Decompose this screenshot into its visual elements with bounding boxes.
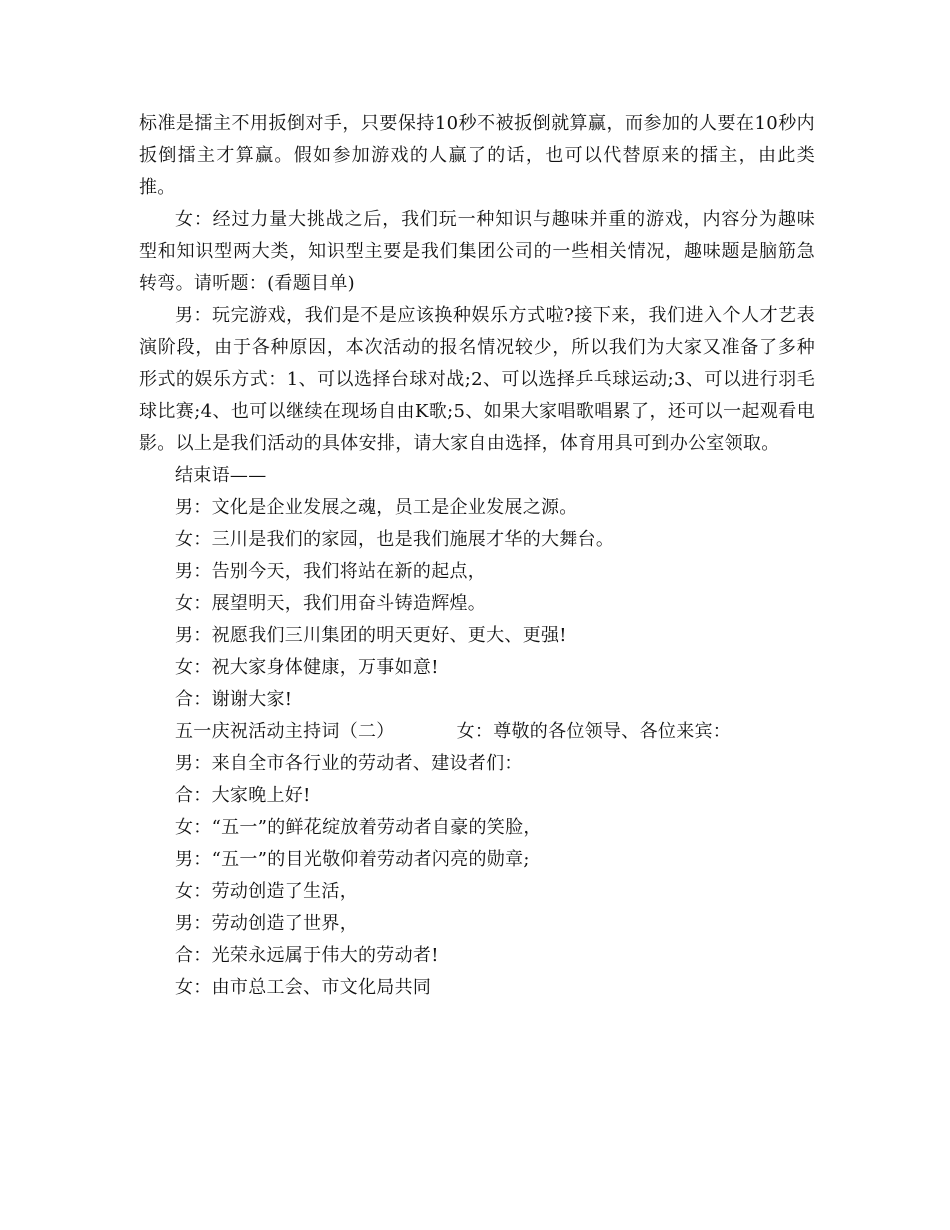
section-heading: 五一庆祝活动主持词（二）: [175, 721, 395, 742]
dialogue-line: 女：祝大家身体健康，万事如意!: [175, 657, 439, 678]
dialogue-line: 合：光荣永远属于伟大的劳动者!: [175, 945, 439, 966]
paragraph-entertainment: 男：玩完游戏，我们是不是应该换种娱乐方式啦?接下来，我们进入个人才艺表演阶段，由于各种原因，本次活动的报名情况较少，所以我们为大家又准备了多种形式的娱乐方式：1、可以选择台球对战;2、可以选择乒乓球运动;3、可以进行羽毛球比赛;4、也可以继续在现场自由K歌;5、如果大家唱歌唱累了，还可以一起观看电影。以上是我们活动的具体安排，请大家自由选择，体育用具可到办公室领取。: [139, 305, 815, 454]
dialogue-line: 女：“五一”的鲜花绽放着劳动者自豪的笑脸，: [175, 817, 542, 838]
dialogue-line: 男：来自全市各行业的劳动者、建设者们：: [175, 753, 523, 774]
dialogue-line: 女：三川是我们的家园，也是我们施展才华的大舞台。: [175, 529, 615, 550]
dialogue-line: 合：谢谢大家!: [175, 689, 293, 710]
section-first-line: 女：尊敬的各位领导、各位来宾：: [456, 721, 732, 742]
dialogue-line: 女：由市总工会、市文化局共同: [175, 977, 432, 998]
paragraph-knowledge-game: 女：经过力量大挑战之后，我们玩一种知识与趣味并重的游戏，内容分为趣味型和知识型两大类，知识型主要是我们集团公司的一些相关情况，趣味题是脑筋急转弯。请听题：(看题目单): [139, 209, 815, 294]
dialogue-line: 女：劳动创造了生活，: [175, 881, 358, 902]
dialogue-line: 男：祝愿我们三川集团的明天更好、更大、更强!: [175, 625, 567, 646]
dialogue-line: 男：劳动创造了世界，: [175, 913, 358, 934]
document-body: [139, 108, 815, 1004]
dialogue-line: 男：“五一”的目光敬仰着劳动者闪亮的勋章;: [175, 849, 530, 870]
dialogue-line: 女：展望明天，我们用奋斗铸造辉煌。: [175, 593, 487, 614]
paragraph-rules: 标准是擂主不用扳倒对手，只要保持10秒不被扳倒就算赢，而参加的人要在10秒内扳倒擂主才算赢。假如参加游戏的人赢了的话，也可以代替原来的擂主，由此类推。: [139, 113, 815, 198]
closing-heading: 结束语——: [175, 465, 267, 486]
section-heading-line: [139, 716, 815, 748]
dialogue-line: 合：大家晚上好!: [175, 785, 311, 806]
dialogue-line: 男：文化是企业发展之魂，员工是企业发展之源。: [175, 497, 578, 518]
dialogue-line: 男：告别今天，我们将站在新的起点，: [175, 561, 487, 582]
